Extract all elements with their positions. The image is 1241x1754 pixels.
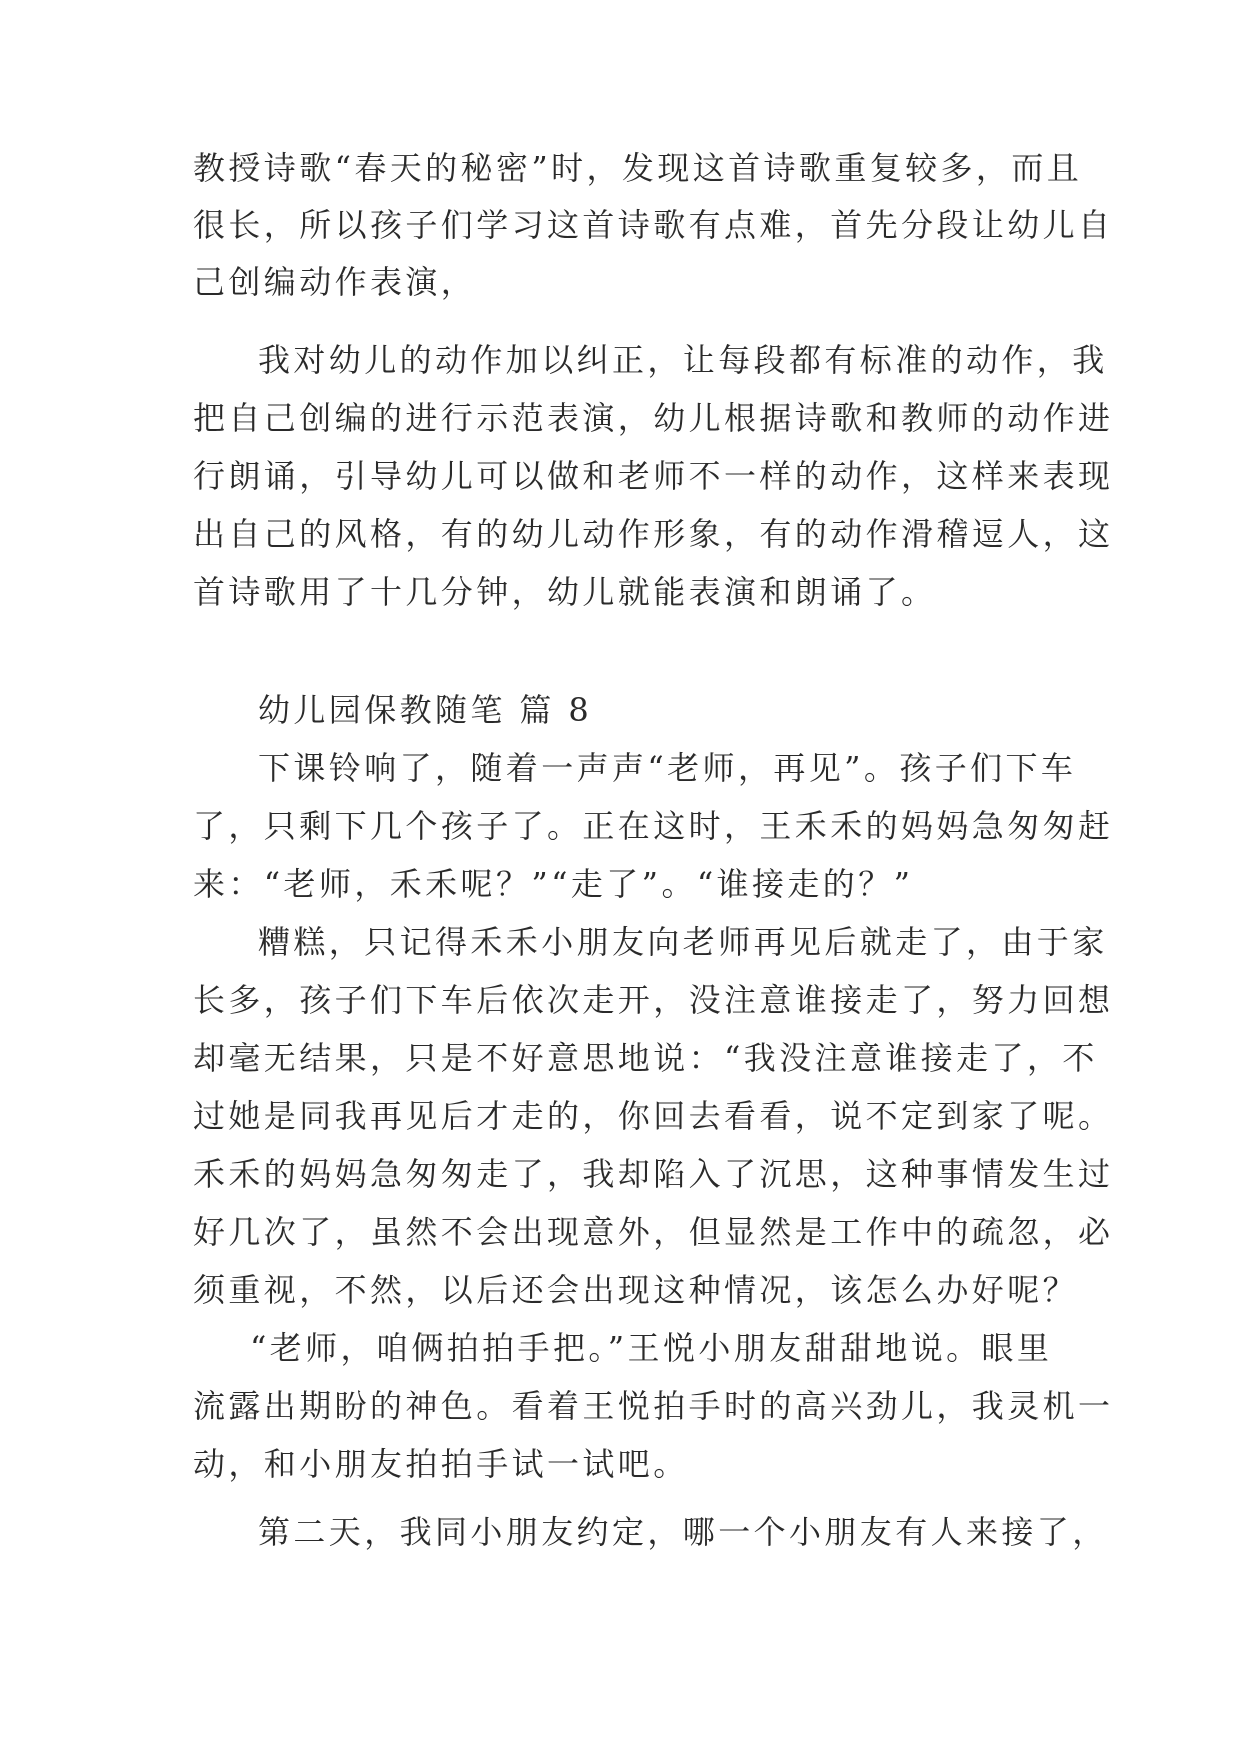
paragraph-line: 了，只剩下几个孩子了。正在这时，王禾禾的妈妈急匆匆赶 <box>193 807 1114 845</box>
paragraph-line: 过她是同我再见后才走的，你回去看看，说不定到家了呢。 <box>193 1097 1114 1135</box>
paragraph-line: 教授诗歌“春天的秘密”时，发现这首诗歌重复较多，而且 <box>193 149 1083 187</box>
paragraph-line: 动，和小朋友拍拍手试一试吧。 <box>193 1445 689 1483</box>
section-heading: 幼儿园保教随笔 篇 8 <box>258 691 593 729</box>
paragraph-line: 禾禾的妈妈急匆匆走了，我却陷入了沉思，这种事情发生过 <box>193 1155 1114 1193</box>
paragraph-line: 己创编动作表演， <box>193 263 477 301</box>
paragraph-line: 第二天，我同小朋友约定，哪一个小朋友有人来接了， <box>258 1513 1108 1551</box>
paragraph-line: 长多，孩子们下车后依次走开，没注意谁接走了，努力回想 <box>193 981 1114 1019</box>
paragraph-line: 首诗歌用了十几分钟，幼儿就能表演和朗诵了。 <box>193 573 937 611</box>
paragraph-line: 行朗诵，引导幼儿可以做和老师不一样的动作，这样来表现 <box>193 457 1114 495</box>
paragraph-line: 把自己创编的进行示范表演，幼儿根据诗歌和教师的动作进 <box>193 399 1114 437</box>
paragraph-line: 须重视，不然，以后还会出现这种情况，该怎么办好呢？ <box>193 1271 1079 1309</box>
paragraph-line: 流露出期盼的神色。看着王悦拍手时的高兴劲儿，我灵机一 <box>193 1387 1114 1425</box>
paragraph-line: 好几次了，虽然不会出现意外，但显然是工作中的疏忽，必 <box>193 1213 1114 1251</box>
paragraph-line: 我对幼儿的动作加以纠正，让每段都有标准的动作，我 <box>258 341 1108 379</box>
paragraph-line: 却毫无结果，只是不好意思地说：“我没注意谁接走了，不 <box>193 1039 1098 1077</box>
paragraph-line: 糟糕，只记得禾禾小朋友向老师再见后就走了，由于家 <box>258 923 1108 961</box>
paragraph-line: “老师，咱俩拍拍手把。”王悦小朋友甜甜地说。眼里 <box>250 1329 1053 1367</box>
paragraph-line: 下课铃响了，随着一声声“老师，再见”。孩子们下车 <box>258 749 1077 787</box>
paragraph-line: 来：“老师，禾禾呢？”“走了”。“谁接走的？” <box>193 865 914 903</box>
paragraph-line: 很长，所以孩子们学习这首诗歌有点难，首先分段让幼儿自 <box>193 206 1114 244</box>
paragraph-line: 出自己的风格，有的幼儿动作形象，有的动作滑稽逗人，这 <box>193 515 1114 553</box>
